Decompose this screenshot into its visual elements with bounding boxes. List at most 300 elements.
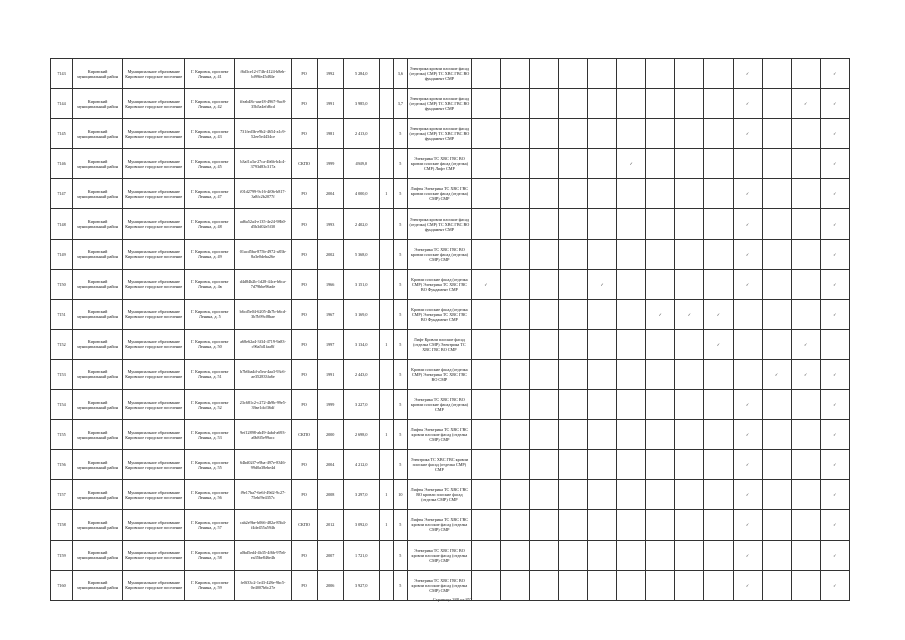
work-flag-cell [530, 179, 559, 209]
work-flag-cell [704, 269, 733, 299]
row-number: 7147 [51, 179, 73, 209]
work-flag-cell [675, 450, 704, 480]
address-cell: Г. Кировск, проспект Ленина, д. 49 [185, 239, 235, 269]
area-cell: 2 443,0 [343, 359, 379, 389]
municipality-cell: Муниципальное образование Кировское городское поселение [123, 269, 185, 299]
work-flag-cell [559, 420, 588, 450]
municipality-cell: Муниципальное образование Кировское городское поселение [123, 420, 185, 450]
row-number: 7156 [51, 450, 73, 480]
guid-cell: d4d84b2b-1d28-44ce-b6ca-7d79bbe96ade [235, 269, 291, 299]
district-cell: Кировский муниципальный район [73, 119, 123, 149]
work-flag-cell [530, 359, 559, 389]
check-mark-icon: ✓ [745, 251, 750, 257]
page-footer: Страница 388 из 857 [432, 597, 473, 602]
work-flag-cell [762, 390, 791, 420]
work-flag-cell [733, 480, 762, 510]
work-types-cell: Электрика ТС ХВС ГВС ВО кровли плоские фасад (отделка СМР) СМР [407, 570, 471, 600]
check-mark-icon: ✓ [745, 281, 750, 287]
work-flag-cell [762, 269, 791, 299]
work-flag-cell [501, 89, 530, 119]
area-cell: 2 413,0 [343, 119, 379, 149]
work-flag-cell [530, 329, 559, 359]
work-flag-cell [530, 510, 559, 540]
work-flag-cell [530, 540, 559, 570]
district-cell: Кировский муниципальный район [73, 540, 123, 570]
address-cell: Г. Кировск, проспект Ленина, д. 4в [185, 269, 235, 299]
work-flag-cell [559, 59, 588, 89]
area-cell: 3 297,0 [343, 480, 379, 510]
work-flag-cell [530, 149, 559, 179]
work-flag-cell [588, 209, 617, 239]
work-flag-cell [820, 209, 849, 239]
work-types-cell: Лифты Электрика ТС ХВС ГВС кровли плоские фасад (отделка) СМР) СМР [407, 179, 471, 209]
check-mark-icon: ✓ [745, 71, 750, 77]
guid-cell: b3af1a3a-27ca-4b6b-b4c4-3793d83c317a [235, 149, 291, 179]
check-mark-icon: ✓ [745, 131, 750, 137]
lift-count-cell: 1 [379, 480, 393, 510]
floors-cell: 3,6 [393, 59, 407, 89]
table-row [51, 149, 850, 179]
management-type-cell: СКПО [291, 510, 317, 540]
work-flag-cell [559, 329, 588, 359]
work-flag-cell [646, 59, 675, 89]
work-types-cell: Лифты Электрика ТС ХВС ГВС ВО кровли плоские фасад (отделка СМР) СМР [407, 480, 471, 510]
work-flag-cell [733, 540, 762, 570]
work-flag-cell [791, 450, 820, 480]
work-flag-cell [617, 119, 646, 149]
work-flag-cell [762, 329, 791, 359]
work-flag-cell [617, 540, 646, 570]
work-flag-cell [530, 450, 559, 480]
area-cell: 3 985,0 [343, 89, 379, 119]
check-mark-icon: ✓ [833, 432, 837, 438]
check-mark-icon: ✓ [833, 522, 837, 528]
municipality-cell: Муниципальное образование Кировское городское поселение [123, 209, 185, 239]
table-row [51, 390, 850, 420]
work-flag-cell [559, 390, 588, 420]
row-number: 7149 [51, 239, 73, 269]
work-flag-cell [501, 480, 530, 510]
work-flag-cell [675, 59, 704, 89]
work-flag-cell [733, 570, 762, 600]
work-flag-cell [530, 239, 559, 269]
work-flag-cell [733, 239, 762, 269]
work-flag-cell [675, 179, 704, 209]
floors-cell: 5 [393, 540, 407, 570]
check-mark-icon: ✓ [745, 432, 750, 438]
work-flag-cell [559, 570, 588, 600]
work-flag-cell [762, 570, 791, 600]
floors-cell: 5 [393, 209, 407, 239]
work-flag-cell [588, 59, 617, 89]
work-flag-cell [559, 179, 588, 209]
work-flag-cell [646, 510, 675, 540]
work-flag-cell [704, 59, 733, 89]
work-flag-cell [588, 420, 617, 450]
row-number: 7153 [51, 359, 73, 389]
work-types-cell: Электрика ТС ХВС ГВС ВО кровли плоские фасад (отделка СМР) СМР [407, 540, 471, 570]
check-mark-icon: ✓ [833, 492, 837, 498]
lift-count-cell [379, 540, 393, 570]
work-flag-cell [588, 299, 617, 329]
work-flag-cell [646, 269, 675, 299]
register-sheet [50, 58, 850, 601]
work-flag-cell [704, 359, 733, 389]
guid-cell: ad6a52a4-e135-4e24-98b0-d5b3d02e5f30 [235, 209, 291, 239]
work-flag-cell [704, 510, 733, 540]
work-flag-cell [762, 209, 791, 239]
work-flag-cell [704, 480, 733, 510]
work-flag-cell [617, 359, 646, 389]
management-type-cell: РО [291, 450, 317, 480]
work-flag-cell [617, 179, 646, 209]
work-flag-cell [501, 59, 530, 89]
work-flag-cell [820, 570, 849, 600]
work-flag-cell [791, 269, 820, 299]
area-cell: 5 368,0 [343, 239, 379, 269]
work-flag-cell [791, 209, 820, 239]
floors-cell: 5 [393, 450, 407, 480]
table-row [51, 299, 850, 329]
work-flag-cell [704, 570, 733, 600]
floors-cell: 10 [393, 480, 407, 510]
lift-count-cell [379, 119, 393, 149]
work-flag-cell [820, 119, 849, 149]
check-mark-icon: ✓ [833, 582, 837, 588]
lift-count-cell: 1 [379, 510, 393, 540]
district-cell: Кировский муниципальный район [73, 239, 123, 269]
lift-count-cell [379, 149, 393, 179]
year-cell: 2004 [317, 179, 343, 209]
area-cell: 3 169,0 [343, 299, 379, 329]
work-flag-cell [471, 149, 500, 179]
row-number: 7151 [51, 299, 73, 329]
district-cell: Кировский муниципальный район [73, 149, 123, 179]
work-flag-cell [791, 480, 820, 510]
work-flag-cell [646, 359, 675, 389]
work-flag-cell [530, 119, 559, 149]
work-types-cell: Электрика кровли плоские фасад (отделка) СМР) ТС ХВС ГВС ВО фундамент СМР [407, 119, 471, 149]
work-flag-cell [646, 329, 675, 359]
row-number: 7158 [51, 510, 73, 540]
work-flag-cell [530, 570, 559, 600]
guid-cell: ffeab48c-aae18-4967-9ac8-35b5a4efd6cd [235, 89, 291, 119]
guid-cell: f6d3ce12-f74b-4124-b8eb-bf99fe45d84e [235, 59, 291, 89]
area-cell: 3 092,0 [343, 510, 379, 540]
work-flag-cell [501, 510, 530, 540]
year-cell: 1999 [317, 390, 343, 420]
check-mark-icon: ✓ [745, 101, 750, 107]
work-types-cell: Электрика кровли плоские фасад (отделка) СМР) ТС ХВС ГВС ВО фундамент СМР [407, 89, 471, 119]
year-cell: 1991 [317, 89, 343, 119]
work-flag-cell [646, 420, 675, 450]
floors-cell: 5 [393, 269, 407, 299]
work-flag-cell [588, 510, 617, 540]
check-mark-icon: ✓ [745, 462, 750, 468]
work-flag-cell [588, 540, 617, 570]
work-flag-cell [791, 540, 820, 570]
table-row [51, 510, 850, 540]
work-flag-cell [559, 450, 588, 480]
work-flag-cell [646, 390, 675, 420]
address-cell: Г. Кировск, проспект Ленина, д. 41 [185, 59, 235, 89]
year-cell: 2000 [317, 420, 343, 450]
guid-cell: 731fed3b-e9b2-4654-a1c9-52ee5e4434ce [235, 119, 291, 149]
work-flag-cell [588, 480, 617, 510]
work-flag-cell [675, 89, 704, 119]
row-number: 7159 [51, 540, 73, 570]
management-type-cell: РО [291, 299, 317, 329]
work-flag-cell [733, 89, 762, 119]
check-mark-icon: ✓ [745, 191, 750, 197]
lift-count-cell [379, 239, 393, 269]
municipality-cell: Муниципальное образование Кировское городское поселение [123, 540, 185, 570]
check-mark-icon: ✓ [658, 311, 663, 317]
work-flag-cell [704, 299, 733, 329]
check-mark-icon: ✓ [833, 462, 837, 468]
floors-cell: 5 [393, 239, 407, 269]
guid-cell: cab2e9be-b066-482a-85b4-f4de455a594b [235, 510, 291, 540]
work-flag-cell [588, 359, 617, 389]
municipality-cell: Муниципальное образование Кировское городское поселение [123, 510, 185, 540]
guid-cell: f9e17ba7-6e6f-49d2-9c27-75ebf9e4357c [235, 480, 291, 510]
guid-cell: a0bd5ed4-4b35-4f6b-97b6-ea35be846e4b [235, 540, 291, 570]
address-cell: Г. Кировск, проспект Ленина, д. 5 [185, 299, 235, 329]
work-flag-cell [704, 540, 733, 570]
table-row [51, 269, 850, 299]
address-cell: Г. Кировск, проспект Ленина, д. 48 [185, 209, 235, 239]
work-flag-cell [617, 329, 646, 359]
row-number: 7157 [51, 480, 73, 510]
table-row [51, 239, 850, 269]
table-row [51, 59, 850, 89]
work-types-cell: Кровли плоские фасад (отделка СМР) Электрика ТС ХВС ГВС ВО Фундамент СМР [407, 299, 471, 329]
work-flag-cell [820, 450, 849, 480]
municipality-cell: Муниципальное образование Кировское городское поселение [123, 359, 185, 389]
work-flag-cell [559, 119, 588, 149]
work-flag-cell [501, 239, 530, 269]
work-flag-cell [588, 89, 617, 119]
floors-cell: 5 [393, 359, 407, 389]
work-flag-cell [471, 119, 500, 149]
work-flag-cell [559, 510, 588, 540]
work-flag-cell [704, 209, 733, 239]
year-cell: 1993 [317, 209, 343, 239]
floors-cell: 5 [393, 510, 407, 540]
work-flag-cell [617, 149, 646, 179]
row-number: 7144 [51, 89, 73, 119]
work-types-cell: Кровли плоские фасад (отделка СМР) Электрика ТС ХВС ГВС ВО СМР [407, 359, 471, 389]
work-flag-cell [675, 540, 704, 570]
year-cell: 1981 [317, 119, 343, 149]
work-flag-cell [762, 450, 791, 480]
work-flag-cell [530, 480, 559, 510]
management-type-cell: РО [291, 480, 317, 510]
municipality-cell: Муниципальное образование Кировское городское поселение [123, 119, 185, 149]
check-mark-icon: ✓ [803, 101, 808, 107]
address-cell: Г. Кировск, проспект Ленина, д. 59 [185, 570, 235, 600]
address-cell: Г. Кировск, проспект Ленина, д. 47 [185, 179, 235, 209]
work-flag-cell [617, 299, 646, 329]
floors-cell: 5 [393, 299, 407, 329]
work-flag-cell [733, 420, 762, 450]
work-flag-cell [820, 390, 849, 420]
municipality-cell: Муниципальное образование Кировское городское поселение [123, 89, 185, 119]
check-mark-icon: ✓ [745, 221, 750, 227]
row-number: 7154 [51, 390, 73, 420]
district-cell: Кировский муниципальный район [73, 450, 123, 480]
work-flag-cell [588, 329, 617, 359]
lift-count-cell [379, 59, 393, 89]
check-mark-icon: ✓ [833, 101, 837, 107]
work-flag-cell [704, 149, 733, 179]
address-cell: Г. Кировск, проспект Ленина, д. 58 [185, 540, 235, 570]
lift-count-cell [379, 209, 393, 239]
floors-cell: 5 [393, 179, 407, 209]
work-flag-cell [588, 450, 617, 480]
work-flag-cell [530, 269, 559, 299]
check-mark-icon: ✓ [745, 522, 750, 528]
district-cell: Кировский муниципальный район [73, 390, 123, 420]
guid-cell: 9ef12898-ab49-4abd-a693-a0b8f5e99acc [235, 420, 291, 450]
table-row [51, 450, 850, 480]
work-flag-cell [501, 540, 530, 570]
guid-cell: 23c681c2-c272-4b9b-99e5-39ae1dcf36df [235, 390, 291, 420]
work-flag-cell [675, 480, 704, 510]
work-flag-cell [588, 390, 617, 420]
work-flag-cell [501, 179, 530, 209]
row-number: 7145 [51, 119, 73, 149]
guid-cell: b6cd5e04-6205-4b7b-b6cd-3b7b99cf8bae [235, 299, 291, 329]
work-flag-cell [588, 239, 617, 269]
work-flag-cell [646, 540, 675, 570]
floors-cell: 5 [393, 119, 407, 149]
work-flag-cell [733, 390, 762, 420]
work-flag-cell [617, 59, 646, 89]
work-flag-cell [559, 239, 588, 269]
work-flag-cell [501, 149, 530, 179]
work-flag-cell [820, 89, 849, 119]
work-flag-cell [646, 149, 675, 179]
work-flag-cell [820, 299, 849, 329]
management-type-cell: РО [291, 209, 317, 239]
district-cell: Кировский муниципальный район [73, 359, 123, 389]
lift-count-cell [379, 390, 393, 420]
lift-count-cell: 1 [379, 420, 393, 450]
area-cell: 4 212,0 [343, 450, 379, 480]
year-cell: 1967 [317, 299, 343, 329]
work-flag-cell [733, 179, 762, 209]
lift-count-cell [379, 359, 393, 389]
area-cell: 2 698,0 [343, 420, 379, 450]
work-flag-cell [791, 359, 820, 389]
work-flag-cell [588, 119, 617, 149]
district-cell: Кировский муниципальный район [73, 570, 123, 600]
work-flag-cell [530, 299, 559, 329]
work-flag-cell [646, 299, 675, 329]
check-mark-icon: ✓ [774, 371, 779, 377]
floors-cell: 5 [393, 329, 407, 359]
work-flag-cell [791, 89, 820, 119]
work-types-cell: Кровли плоские фасад (отделка СМР) Электрика ТС ХВС ГВС ВО Фундамент СМР [407, 269, 471, 299]
work-flag-cell [675, 510, 704, 540]
management-type-cell: РО [291, 239, 317, 269]
work-flag-cell [646, 89, 675, 119]
address-cell: Г. Кировск, проспект Ленина, д. 50 [185, 329, 235, 359]
year-cell: 1999 [317, 149, 343, 179]
check-mark-icon: ✓ [716, 341, 721, 347]
table-body [51, 59, 850, 601]
check-mark-icon: ✓ [745, 582, 750, 588]
work-flag-cell [617, 89, 646, 119]
management-type-cell: РО [291, 390, 317, 420]
district-cell: Кировский муниципальный район [73, 269, 123, 299]
work-flag-cell [733, 359, 762, 389]
work-flag-cell [646, 179, 675, 209]
work-flag-cell [675, 359, 704, 389]
work-flag-cell [471, 359, 500, 389]
work-flag-cell [791, 510, 820, 540]
work-flag-cell [471, 390, 500, 420]
work-flag-cell [820, 179, 849, 209]
municipality-cell: Муниципальное образование Кировское городское поселение [123, 299, 185, 329]
work-flag-cell [733, 510, 762, 540]
row-number: 7152 [51, 329, 73, 359]
work-flag-cell [704, 179, 733, 209]
management-type-cell: РО [291, 119, 317, 149]
work-flag-cell [675, 119, 704, 149]
work-flag-cell [704, 450, 733, 480]
work-flag-cell [501, 119, 530, 149]
work-flag-cell [471, 59, 500, 89]
work-flag-cell [471, 420, 500, 450]
year-cell: 2008 [317, 480, 343, 510]
work-flag-cell [617, 269, 646, 299]
year-cell: 2006 [317, 570, 343, 600]
district-cell: Кировский муниципальный район [73, 480, 123, 510]
work-flag-cell [617, 239, 646, 269]
work-types-cell: Электрика кровли плоские фасад (отделка) СМР) ТС ХВС ГВС ВО фундамент СМР [407, 209, 471, 239]
work-flag-cell [675, 209, 704, 239]
work-flag-cell [791, 390, 820, 420]
row-number: 7148 [51, 209, 73, 239]
work-flag-cell [675, 420, 704, 450]
work-types-cell: Лифты Электрика ТС ХВС ГВС кровли плоские фасад (отделка СМР) СМР [407, 420, 471, 450]
area-cell: 3 134,0 [343, 329, 379, 359]
work-flag-cell [530, 59, 559, 89]
year-cell: 2004 [317, 450, 343, 480]
work-flag-cell [471, 239, 500, 269]
work-flag-cell [762, 510, 791, 540]
address-cell: Г. Кировск, проспект Ленина, д. 55 [185, 450, 235, 480]
work-flag-cell [559, 209, 588, 239]
guid-cell: b7b6ba4d-a5ea-4aa3-93c6-ae352833fa6e [235, 359, 291, 389]
year-cell: 2007 [317, 540, 343, 570]
year-cell: 1997 [317, 329, 343, 359]
work-flag-cell [617, 510, 646, 540]
management-type-cell: РО [291, 59, 317, 89]
work-flag-cell [733, 149, 762, 179]
work-flag-cell [559, 359, 588, 389]
year-cell: 2012 [317, 510, 343, 540]
work-flag-cell [501, 269, 530, 299]
management-type-cell: РО [291, 329, 317, 359]
work-flag-cell [733, 299, 762, 329]
table-row [51, 179, 850, 209]
work-flag-cell [588, 269, 617, 299]
work-flag-cell [704, 119, 733, 149]
area-cell: 5 284,0 [343, 59, 379, 89]
